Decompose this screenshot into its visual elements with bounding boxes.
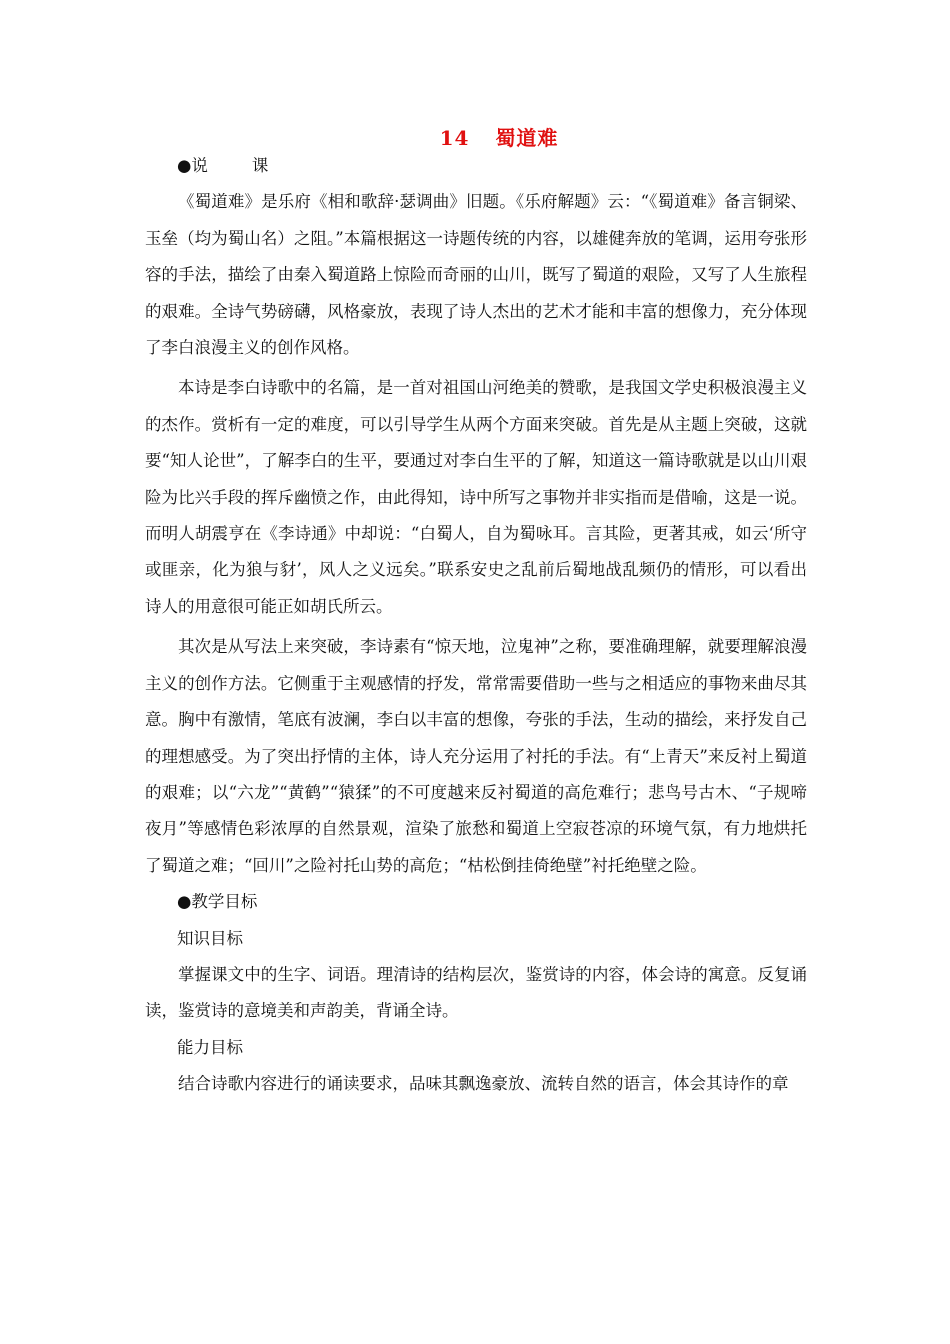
page-title [0, 122, 950, 151]
bullet-icon: ● [177, 156, 192, 175]
paragraph: 本诗是李白诗歌中的名篇，是一首对祖国山河绝美的赞歌，是我国文学史积极浪漫主义的杰作。赏析有一定的难度，可以引导学生从两个方面来突破。首先是从主题上突破，这就要“知人论世”，了解李白的生平，要通过对李白生平的了解，知道这一篇诗歌就是以山川艰险为比兴手段的挥斥幽愤之作，由此得知，诗中所写之事物并非实指而是借喻，这是一说。而明人胡震亨在《李诗通》中却说：“白蜀人，自为蜀咏耳。言其险，更著其戒，如云‘所守或匪亲，化为狼与豺’，风人之义远矣。”联系安史之乱前后蜀地战乱频仍的情形，可以看出诗人的用意很可能正如胡氏所云。 [145, 378, 807, 616]
bullet-icon: ● [177, 892, 192, 912]
subheading-knowledge-goal: 知识目标 [177, 928, 243, 948]
document-body [145, 148, 807, 1103]
section-heading-shuoke [177, 148, 807, 184]
paragraph: 《蜀道难》是乐府《相和歌辞·瑟调曲》旧题。《乐府解题》云：“《蜀道难》备言铜梁、玉垒（均为蜀山名）之阻。”本篇根据这一诗题传统的内容，以雄健奔放的笔调，运用夸张形容的手法，描绘了由秦入蜀道路上惊险而奇丽的山川，既写了蜀道的艰险，又写了人生旅程的艰难。全诗气势磅礴，风格豪放，表现了诗人杰出的艺术才能和丰富的想像力，充分体现了李白浪漫主义的创作风格。 [145, 192, 807, 358]
subheading-ability-goal: 能力目标 [177, 1037, 243, 1057]
heading-text: 教学目标 [191, 892, 258, 912]
section-heading-teaching-goals [177, 884, 807, 920]
paragraph: 掌握课文中的生字、词语。理清诗的结构层次，鉴赏诗的内容，体会诗的寓意。反复诵读，鉴赏诗的意境美和声韵美，背诵全诗。 [145, 964, 807, 1021]
paragraph: 其次是从写法上来突破，李诗素有“惊天地，泣鬼神”之称，要准确理解，就要理解浪漫主义的创作方法。它侧重于主观感情的抒发，常常需要借助一些与之相适应的事物来曲尽其意。胸中有激情，笔底有波澜，李白以丰富的想像，夸张的手法，生动的描绘，来抒发自己的理想感受。为了突出抒情的主体，诗人充分运用了衬托的手法。有“上青天”来反衬上蜀道的艰难；以“六龙”“黄鹤”“猿猱”的不可度越来反衬蜀道的高危难行；悲鸟号古木、“子规啼夜月”等感情色彩浓厚的自然景观，渲染了旅愁和蜀道上空寂苍凉的环境气氛，有力地烘托了蜀道之难；“回川”之险衬托山势的高危；“枯松倒挂倚绝壁”衬托绝壁之险。 [145, 637, 807, 875]
lesson-number: 14 [439, 126, 470, 150]
paragraph: 结合诗歌内容进行的诵读要求，品味其飘逸豪放、流转自然的语言，体会其诗作的章 [178, 1074, 789, 1094]
lesson-title: 蜀道难 [495, 126, 559, 150]
heading-text-part1: 说 [191, 156, 208, 175]
heading-text-part2: 课 [251, 156, 269, 175]
